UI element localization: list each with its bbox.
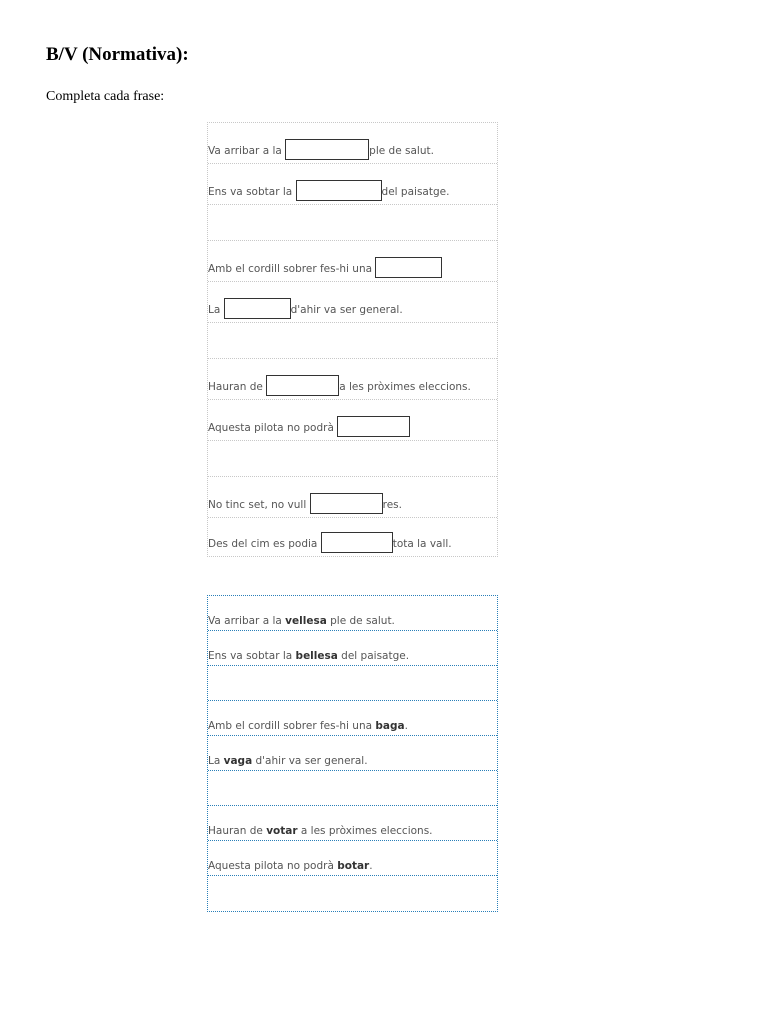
exercise-row: [208, 400, 497, 441]
spacer-row: [208, 666, 497, 701]
sentence-start: No tinc set, no vull: [208, 499, 310, 511]
sentence-start: Amb el cordill sobrer fes-hi una: [208, 263, 376, 275]
sentence-end: res.: [382, 499, 402, 511]
answer-input[interactable]: [224, 298, 291, 319]
sentence: [208, 139, 434, 158]
spacer-row: [208, 323, 497, 359]
sentence-end: tota la vall.: [392, 538, 452, 550]
sentence: [208, 180, 449, 199]
answer-sentence: [208, 614, 395, 628]
answer-key-table: [207, 595, 498, 912]
sentence: [208, 416, 410, 435]
sentence-start: La: [208, 755, 224, 767]
answer-row: [208, 806, 497, 841]
answer-sentence: [208, 859, 373, 873]
answer-input[interactable]: [337, 416, 410, 437]
sentence-end: del paisatge.: [381, 186, 450, 198]
page-title: B/V (Normativa):: [46, 44, 189, 65]
sentence: [208, 375, 471, 394]
spacer-row: [208, 205, 497, 241]
answer-row: [208, 631, 497, 666]
exercise-row: [208, 518, 497, 556]
sentence-end: .: [404, 720, 408, 732]
sentence-start: Ens va sobtar la: [208, 650, 296, 662]
answer-input[interactable]: [285, 139, 369, 160]
sentence-end: .: [369, 860, 373, 872]
sentence: [208, 532, 452, 551]
sentence: [208, 493, 402, 512]
answer-word: vaga: [223, 755, 253, 767]
sentence-start: Aquesta pilota no podrà: [208, 422, 338, 434]
exercise-row: [208, 282, 497, 323]
spacer-row: [208, 876, 497, 911]
sentence: [208, 257, 442, 276]
answer-input[interactable]: [310, 493, 383, 514]
answer-word: baga: [375, 720, 405, 732]
answer-sentence: [208, 824, 433, 838]
answer-row: [208, 596, 497, 631]
answer-word: botar: [337, 860, 370, 872]
sentence-end: a les pròximes eleccions.: [339, 381, 471, 393]
sentence-end: a les pròximes eleccions.: [297, 825, 433, 837]
sentence-end: d'ahir va ser general.: [252, 755, 368, 767]
answer-row: [208, 736, 497, 771]
answer-word: vellesa: [285, 615, 327, 627]
sentence-end: ple de salut.: [369, 145, 434, 157]
sentence-start: Aquesta pilota no podrà: [208, 860, 338, 872]
exercise-row: [208, 241, 497, 282]
sentence-end: del paisatge.: [337, 650, 410, 662]
sentence-start: Va arribar a la: [208, 615, 286, 627]
sentence-end: d'ahir va ser general.: [290, 304, 403, 316]
answer-sentence: [208, 754, 368, 768]
answer-row: [208, 841, 497, 876]
spacer-row: [208, 441, 497, 477]
answer-input[interactable]: [321, 532, 393, 553]
sentence-end: ple de salut.: [326, 615, 395, 627]
sentence-start: Amb el cordill sobrer fes-hi una: [208, 720, 376, 732]
instruction-text: Completa cada frase:: [46, 89, 165, 104]
answer-row: [208, 701, 497, 736]
sentence-start: Va arribar a la: [208, 145, 286, 157]
sentence-start: Des del cim es podia: [208, 538, 321, 550]
exercise-row: [208, 164, 497, 205]
answer-word: bellesa: [295, 650, 338, 662]
answer-word: votar: [266, 825, 298, 837]
answer-input[interactable]: [375, 257, 442, 278]
answer-sentence: [208, 649, 409, 663]
answer-input[interactable]: [296, 180, 382, 201]
answer-sentence: [208, 719, 408, 733]
spacer-row: [208, 771, 497, 806]
answer-input[interactable]: [266, 375, 339, 396]
sentence-start: Hauran de: [208, 381, 267, 393]
sentence: [208, 298, 403, 317]
exercise-row: [208, 359, 497, 400]
exercise-table: [207, 122, 498, 557]
exercise-row: [208, 123, 497, 164]
sentence-start: La: [208, 304, 224, 316]
sentence-start: Hauran de: [208, 825, 267, 837]
sentence-start: Ens va sobtar la: [208, 186, 296, 198]
exercise-row: [208, 477, 497, 518]
